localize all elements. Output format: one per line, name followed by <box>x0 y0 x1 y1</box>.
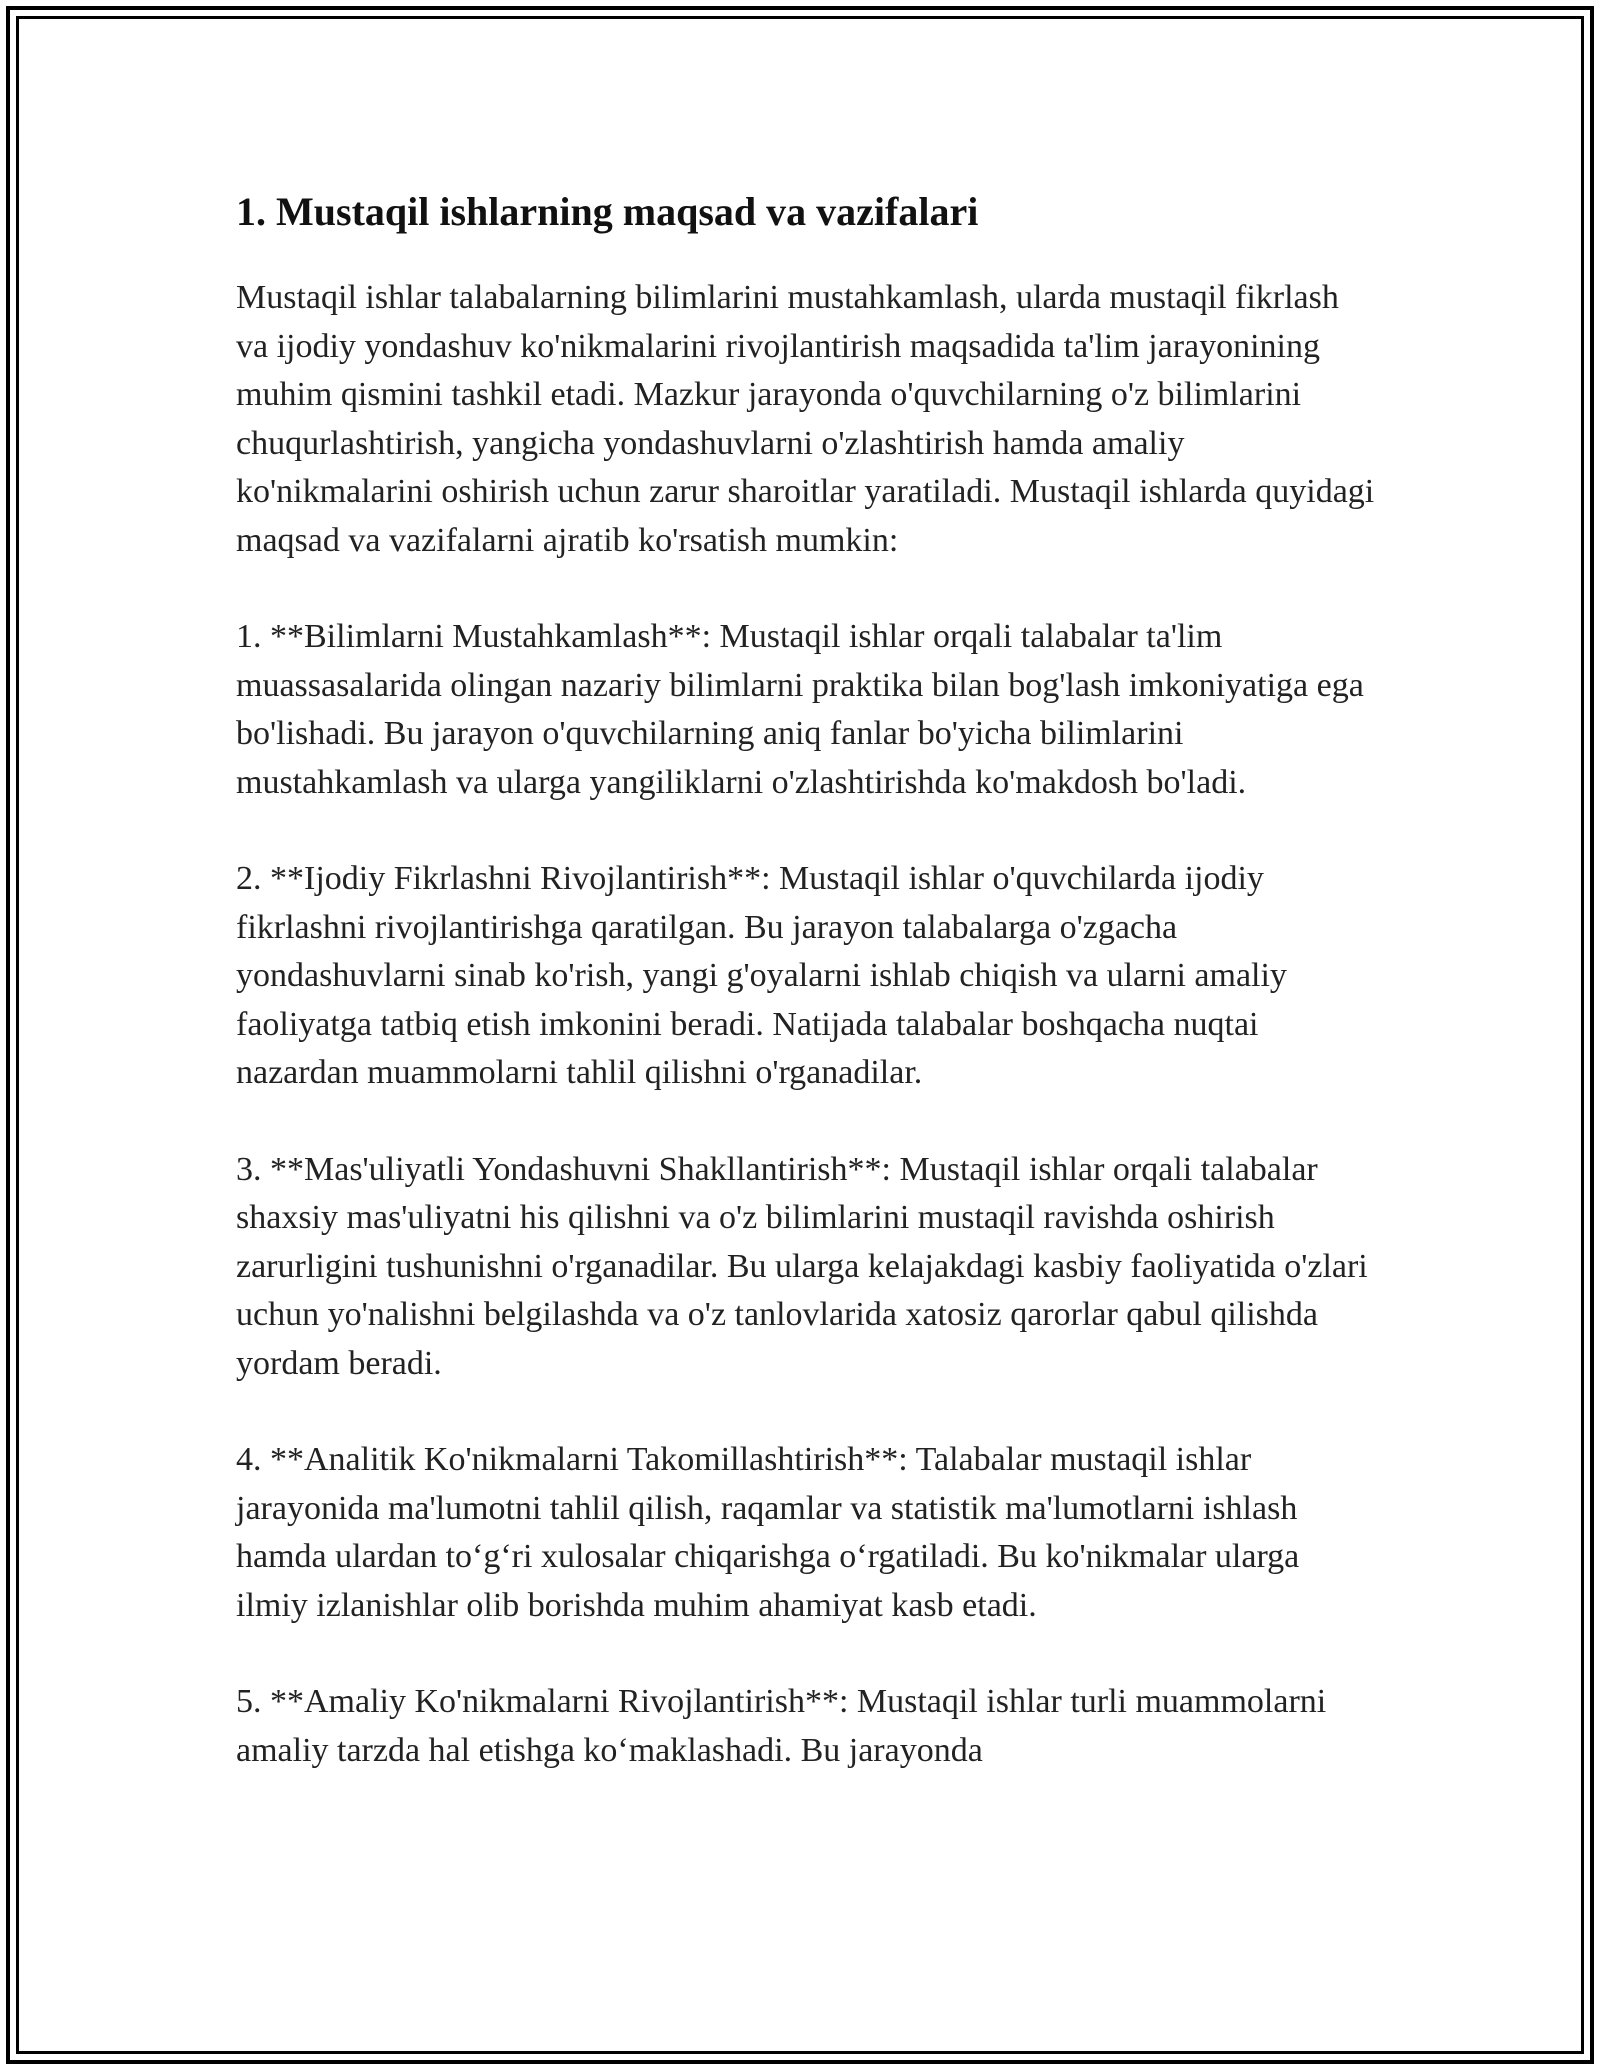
list-item-4: 4. **Analitik Ko'nikmalarni Takomillashtirish**: Talabalar mustaqil ishlar jarayonida ma'lumotni tahlil qilish, raqamlar va statistik ma'lumotlarni ishlash hamda ulardan to‘g‘ri xulosalar chiqarishga o‘rgatiladi. Bu ko'nikmalar ularga ilmiy izlanishlar olib borishda muhim ahamiyat kasb etadi. <box>236 1441 1300 1624</box>
list-item-2: 2. **Ijodiy Fikrlashni Rivojlantirish**: Mustaqil ishlar o'quvchilarda ijodiy fikrlashni rivojlantirishga qaratilgan. Bu jarayon talabalarga o'zgacha yondashuvlarni sinab ko'rish, yangi g'oyalarni ishlab chiqish va ularni amaliy faoliyatga tatbiq etish imkonini beradi. Natijada talabalar boshqacha nuqtai nazardan muammolarni tahlil qilishni o'rganadilar. <box>236 860 1287 1091</box>
list-item-1: 1. **Bilimlarni Mustahkamlash**: Mustaqil ishlar orqali talabalar ta'lim muassasalarida olingan nazariy bilimlarni praktika bilan bog'lash imkoniyatiga ega bo'lishadi. Bu jarayon o'quvchilarning aniq fanlar bo'yicha bilimlarini mustahkamlash va ularga yangiliklarni o'zlashtirishda ko'makdosh bo'ladi. <box>236 618 1364 801</box>
intro-paragraph: Mustaqil ishlar talabalarning bilimlarini mustahkamlash, ularda mustaqil fikrlash va ijodiy yondashuv ko'nikmalarini rivojlantirish maqsadida ta'lim jarayonining muhim qismini tashkil etadi. Mazkur jarayonda o'quvchilarning o'z bilimlarini chuqurlashtirish, yangicha yondashuvlarni o'zlashtirish hamda amaliy ko'nikmalarini oshirish uchun zarur sharoitlar yaratiladi. Mustaqil ishlarda quyidagi maqsad va vazifalarni ajratib ko'rsatish mumkin: <box>236 279 1375 559</box>
list-item-5: 5. **Amaliy Ko'nikmalarni Rivojlantirish**: Mustaqil ishlar turli muammolarni amaliy tarzda hal etishga ko‘maklashadi. Bu jarayonda <box>236 1683 1327 1769</box>
section-heading: 1. Mustaqil ishlarning maqsad va vazifalari <box>236 189 979 234</box>
list-item-3: 3. **Mas'uliyatli Yondashuvni Shakllantirish**: Mustaqil ishlar orqali talabalar shaxsiy mas'uliyatni his qilishni va o'z bilimlarini mustaqil ravishda oshirish zarurligini tushunishni o'rganadilar. Bu ularga kelajakdagi kasbiy faoliyatida o'zlari uchun yo'nalishni belgilashda va o'z tanlovlarida xatosiz qarorlar qabul qilishda yordam beradi. <box>236 1150 1368 1382</box>
document-body <box>236 184 1376 1823</box>
